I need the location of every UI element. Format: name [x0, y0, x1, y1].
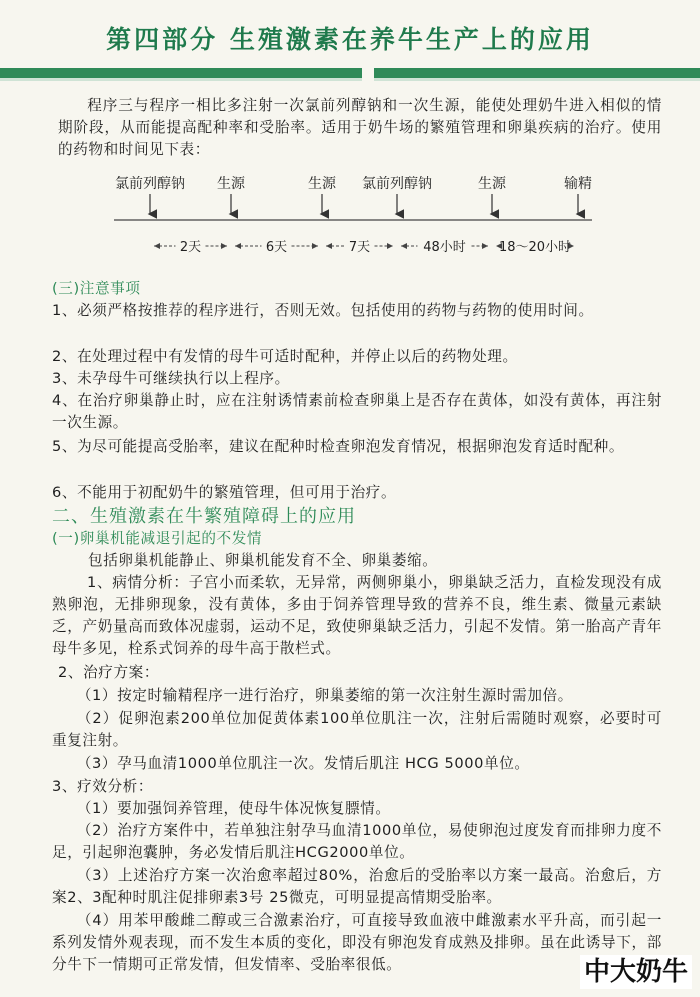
subsection-heading: (一)卵巢机能减退引起的不发情 — [52, 530, 263, 547]
timeline-interval-label: 6天 — [265, 240, 288, 255]
note-item: 5、为尽可能提高受胎率，建议在配种时检查卵泡发育情况，根据卵泡发育适时配种。 — [52, 438, 625, 455]
condition-analysis: 1、病情分析：子宫小而柔软，无异常，两侧卵巢小，卵巢缺乏活力，直检发现没有成熟卵泡，无排卵现象，没有黄体，多由于饲养管理导致的营养不良，维生素、微量元素缺乏，产奶量高而致体况虚弱，运动不足，致使卵巢缺乏活力，引起不发情。第一胎高产青年母牛多见，栓系式饲养的母牛高于散栏式。 — [52, 574, 662, 657]
efficacy-item: （1）要加强饲养管理，使母牛体况恢复膘情。 — [76, 800, 391, 817]
section-heading: 二、生殖激素在牛繁殖障碍上的应用 — [52, 506, 356, 527]
note-item: 1、必须严格按推荐的程序进行，否则无效。包括使用的药物与药物的使用时间。 — [52, 302, 594, 319]
timeline-interval-arrowhead — [221, 243, 227, 249]
efficacy-item: （3）上述治疗方案一次治愈率超过80%，治愈后的受胎率以方案一最高。治愈后，方案2、3配种时肌注促排卵素3号 25微克，可明显提高情期受胎率。 — [52, 867, 662, 906]
timeline-interval-label: 2天 — [179, 240, 202, 255]
header-rule-notch — [362, 64, 374, 82]
timeline-interval-arrowhead — [387, 243, 393, 249]
timeline-intervals — [154, 240, 574, 255]
timeline-drug-label: 生源 — [217, 176, 245, 192]
timeline-drug-markers — [115, 176, 592, 214]
treatment-title: 2、治疗方案： — [58, 664, 160, 681]
intro-paragraph: 程序三与程序一相比多注射一次氯前列醇钠和一次生源，能使处理奶牛进入相似的情期阶段，从而能提高配种率和受胎率。适用于奶牛场的繁殖管理和卵巢疾病的治疗。使用的药物和时间见下表： — [58, 97, 662, 158]
note-item: 4、在治疗卵巢静止时，应在注射诱情素前检查卵巢上是否存在黄体，如没有黄体，再注射一次生源。 — [52, 392, 662, 431]
note-item: 6、不能用于初配奶牛的繁殖管理，但可用于治疗。 — [52, 484, 397, 501]
timeline-drug-label: 输精 — [564, 176, 592, 192]
timeline-interval-label: 7天 — [348, 240, 371, 255]
timeline-interval-label: 48小时 — [423, 240, 466, 255]
efficacy-item: （4）用苯甲酸雌二醇或三合激素治疗，可直接导致血液中雌激素水平升高，而引起一系列发情外观表现，而不发生本质的变化，即没有卵泡发育成熟及排卵。虽在此诱导下，部分牛下一情期可正常发情，但发情率、受胎率很低。 — [52, 912, 662, 973]
timeline-diagram — [100, 176, 600, 264]
timeline-interval-arrowhead — [326, 243, 332, 249]
note-item: 2、在处理过程中有发情的母牛可适时配种，并停止以后的药物处理。 — [52, 348, 518, 365]
treatment-item: （3）孕马血清1000单位肌注一次。发情后肌注 HCG 5000单位。 — [76, 755, 530, 772]
treatment-item: （1）按定时输精程序一进行治疗，卵巢萎缩的第一次注射生源时需加倍。 — [76, 687, 573, 704]
header-rule-light — [0, 78, 700, 81]
watermark: 中大奶牛 — [580, 955, 692, 989]
timeline-drug-label: 氯前列醇钠 — [115, 176, 185, 192]
subsection-intro: 包括卵巢机能静止、卵巢机能发育不全、卵巢萎缩。 — [88, 552, 438, 569]
notes-heading: (三)注意事项 — [52, 280, 141, 297]
timeline-drug-label: 生源 — [308, 176, 336, 192]
timeline-interval-label: 18～20小时 — [498, 240, 572, 255]
header-rule — [0, 68, 700, 78]
treatment-item: （2）促卵泡素200单位加促黄体素100单位肌注一次，注射后需随时观察，必要时可重复注射。 — [52, 710, 662, 749]
timeline-interval-arrowhead — [154, 243, 160, 249]
timeline-interval-arrowhead — [482, 243, 488, 249]
efficacy-title: 3、疗效分析： — [52, 778, 154, 795]
timeline-interval-arrowhead — [312, 243, 318, 249]
timeline-interval-arrowhead — [235, 243, 241, 249]
timeline-drug-label: 氯前列醇钠 — [362, 176, 432, 192]
timeline-interval-arrowhead — [401, 243, 407, 249]
note-item: 3、未孕母牛可继续执行以上程序。 — [52, 370, 290, 387]
timeline-drug-label: 生源 — [478, 176, 506, 192]
page-title: 第四部分 生殖激素在养牛生产上的应用 — [106, 25, 594, 54]
efficacy-item: （2）治疗方案件中，若单独注射孕马血清1000单位，易使卵泡过度发育而排卵力度不足，引起卵泡囊肿，务必发情后肌注HCG2000单位。 — [52, 822, 662, 861]
page-header — [0, 0, 700, 82]
